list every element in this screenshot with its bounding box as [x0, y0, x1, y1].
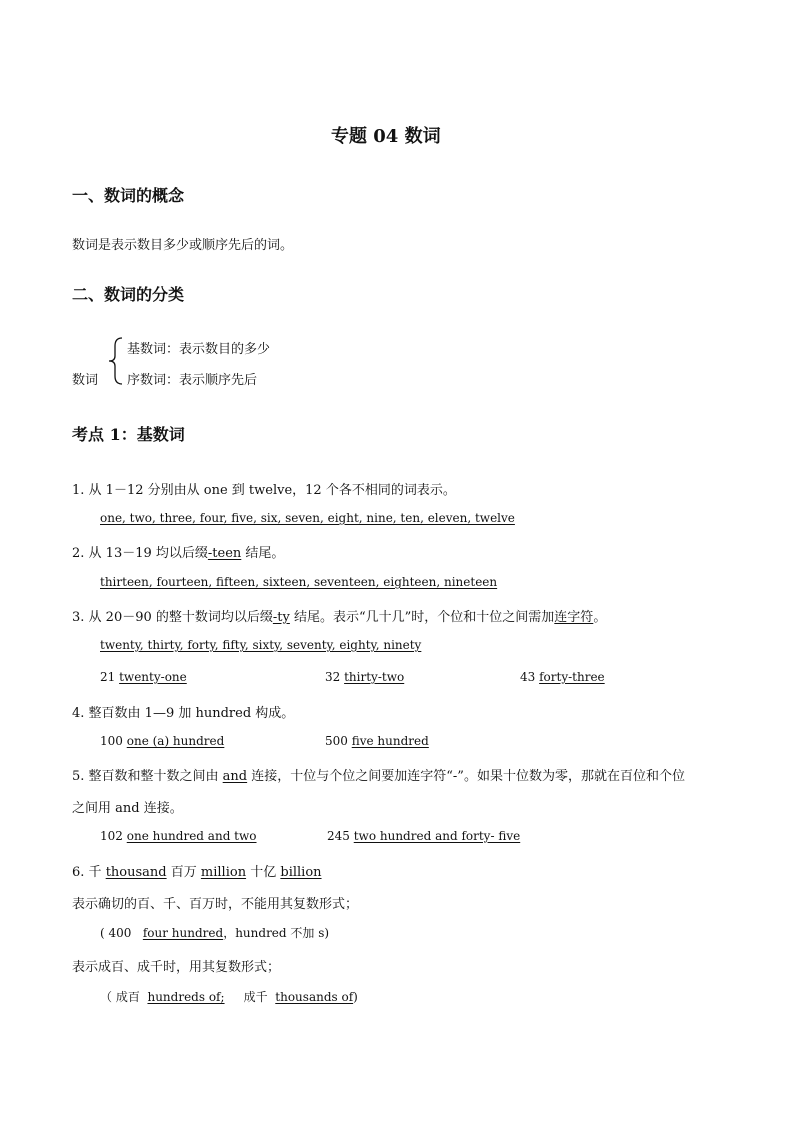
point-3-pair-2 [325, 670, 404, 684]
point-3-pair-1 [100, 670, 187, 684]
point-3-suffix: -ty [272, 610, 290, 625]
pair-word: forty-three [539, 670, 605, 684]
point-2-suffix: -teen [207, 546, 242, 561]
point-6-million: million [200, 865, 247, 880]
point-2-text [72, 542, 284, 561]
point-6-text [72, 861, 322, 880]
pair-word: thirty-two [344, 670, 405, 684]
pair-word: one (a) hundred [126, 734, 225, 748]
point-2-example: thirteen, fourteen, fifteen, sixteen, seventeen, eighteen, nineteen [100, 575, 498, 589]
point-6-line3-a: ( 400 [100, 926, 132, 940]
point-6-billion: billion [280, 865, 322, 880]
page-title: 专题 04 数词 [331, 126, 441, 147]
point-5-pair-2 [327, 829, 520, 843]
point-6-line2: 表示确切的百、千、百万时，不能用其复数形式； [72, 897, 359, 912]
point-4-pair-1 [100, 734, 224, 748]
point-2-text-b: 结尾。 [241, 546, 285, 561]
classification-branch-cardinal: 基数词：表示数目的多少 [127, 342, 271, 357]
pair-word: five hundred [351, 734, 429, 748]
pair-number: 500 [325, 734, 348, 748]
point-6-line4: 表示成百、成千时，用其复数形式； [72, 960, 281, 975]
point-3-text-c: 。 [593, 610, 607, 625]
point-1-example: one, two, three, four, five, six, seven, eight, nine, ten, eleven, twelve [100, 511, 515, 525]
point-3-text-b: 结尾。表示“几十几”时，个位和十位之间需加 [289, 610, 555, 625]
point-5-text-a: 5. 整百数和整十数之间由 [72, 769, 223, 784]
classification-branch-ordinal: 序数词：表示顺序先后 [127, 373, 258, 388]
point-3-pair-3 [520, 670, 605, 684]
brace-icon [106, 336, 126, 386]
point-4-text: 4. 整百数由 1—9 加 hundred 构成。 [72, 706, 295, 721]
point-5-text-b: 连接，十位与个位之间要加连字符“-”。如果十位数为零，那就在百位和个位 [247, 769, 685, 784]
point-6-line5-b: 成千 [243, 990, 268, 1004]
section-heading-classification: 二、数词的分类 [72, 285, 185, 304]
point-6-thousand: thousand [105, 865, 167, 880]
pair-word: twenty-one [119, 670, 187, 684]
point-6-line5 [100, 988, 358, 1005]
pair-word: two hundred and forty- five [353, 829, 521, 843]
point-5-and: and [222, 769, 248, 784]
pair-number: 100 [100, 734, 123, 748]
point-6-thousands-of: thousands of [275, 990, 354, 1004]
point-4-pair-2 [325, 734, 429, 748]
point-6-line3 [100, 924, 329, 941]
point-5-pair-1 [100, 829, 257, 843]
point-6-shiyi: 十亿 [250, 865, 277, 880]
point-3-hyphen-term: 连字符 [554, 610, 594, 625]
classification-root: 数词 [72, 373, 99, 388]
point-3-text-a: 3. 从 20－90 的整十数词均以后缀 [72, 610, 273, 625]
point-5-text [72, 765, 685, 784]
point-2-text-a: 2. 从 13－19 均以后缀 [72, 546, 208, 561]
point-3-text [72, 606, 606, 625]
section-text-concept: 数词是表示数目多少或顺序先后的词。 [72, 238, 294, 253]
point-6-qian: 6. 千 [72, 865, 102, 880]
point-6-line5-c: ) [353, 990, 358, 1004]
pair-number: 245 [327, 829, 350, 843]
pair-word: one hundred and two [126, 829, 257, 843]
point-6-line3-b: ，hundred 不加 s) [223, 926, 330, 940]
pair-number: 43 [520, 670, 536, 684]
pair-number: 32 [325, 670, 341, 684]
section-heading-concept: 一、数词的概念 [72, 186, 185, 205]
pair-number: 21 [100, 670, 116, 684]
point-6-baiwan: 百万 [170, 865, 197, 880]
point-6-line3-u: four hundred [142, 926, 224, 940]
point-5-text-line2: 之间用 and 连接。 [72, 801, 183, 816]
point-6-hundreds-of: hundreds of; [147, 990, 225, 1004]
point-6-line5-a: （ 成百 [100, 990, 140, 1004]
point-1-text: 1. 从 1－12 分别由从 one 到 twelve，12 个各不相同的词表示。 [72, 483, 456, 498]
section-heading-kaodian1: 考点 1：基数词 [72, 425, 185, 444]
pair-number: 102 [100, 829, 123, 843]
point-3-example: twenty, thirty, forty, fifty, sixty, seventy, eighty, ninety [100, 638, 422, 652]
